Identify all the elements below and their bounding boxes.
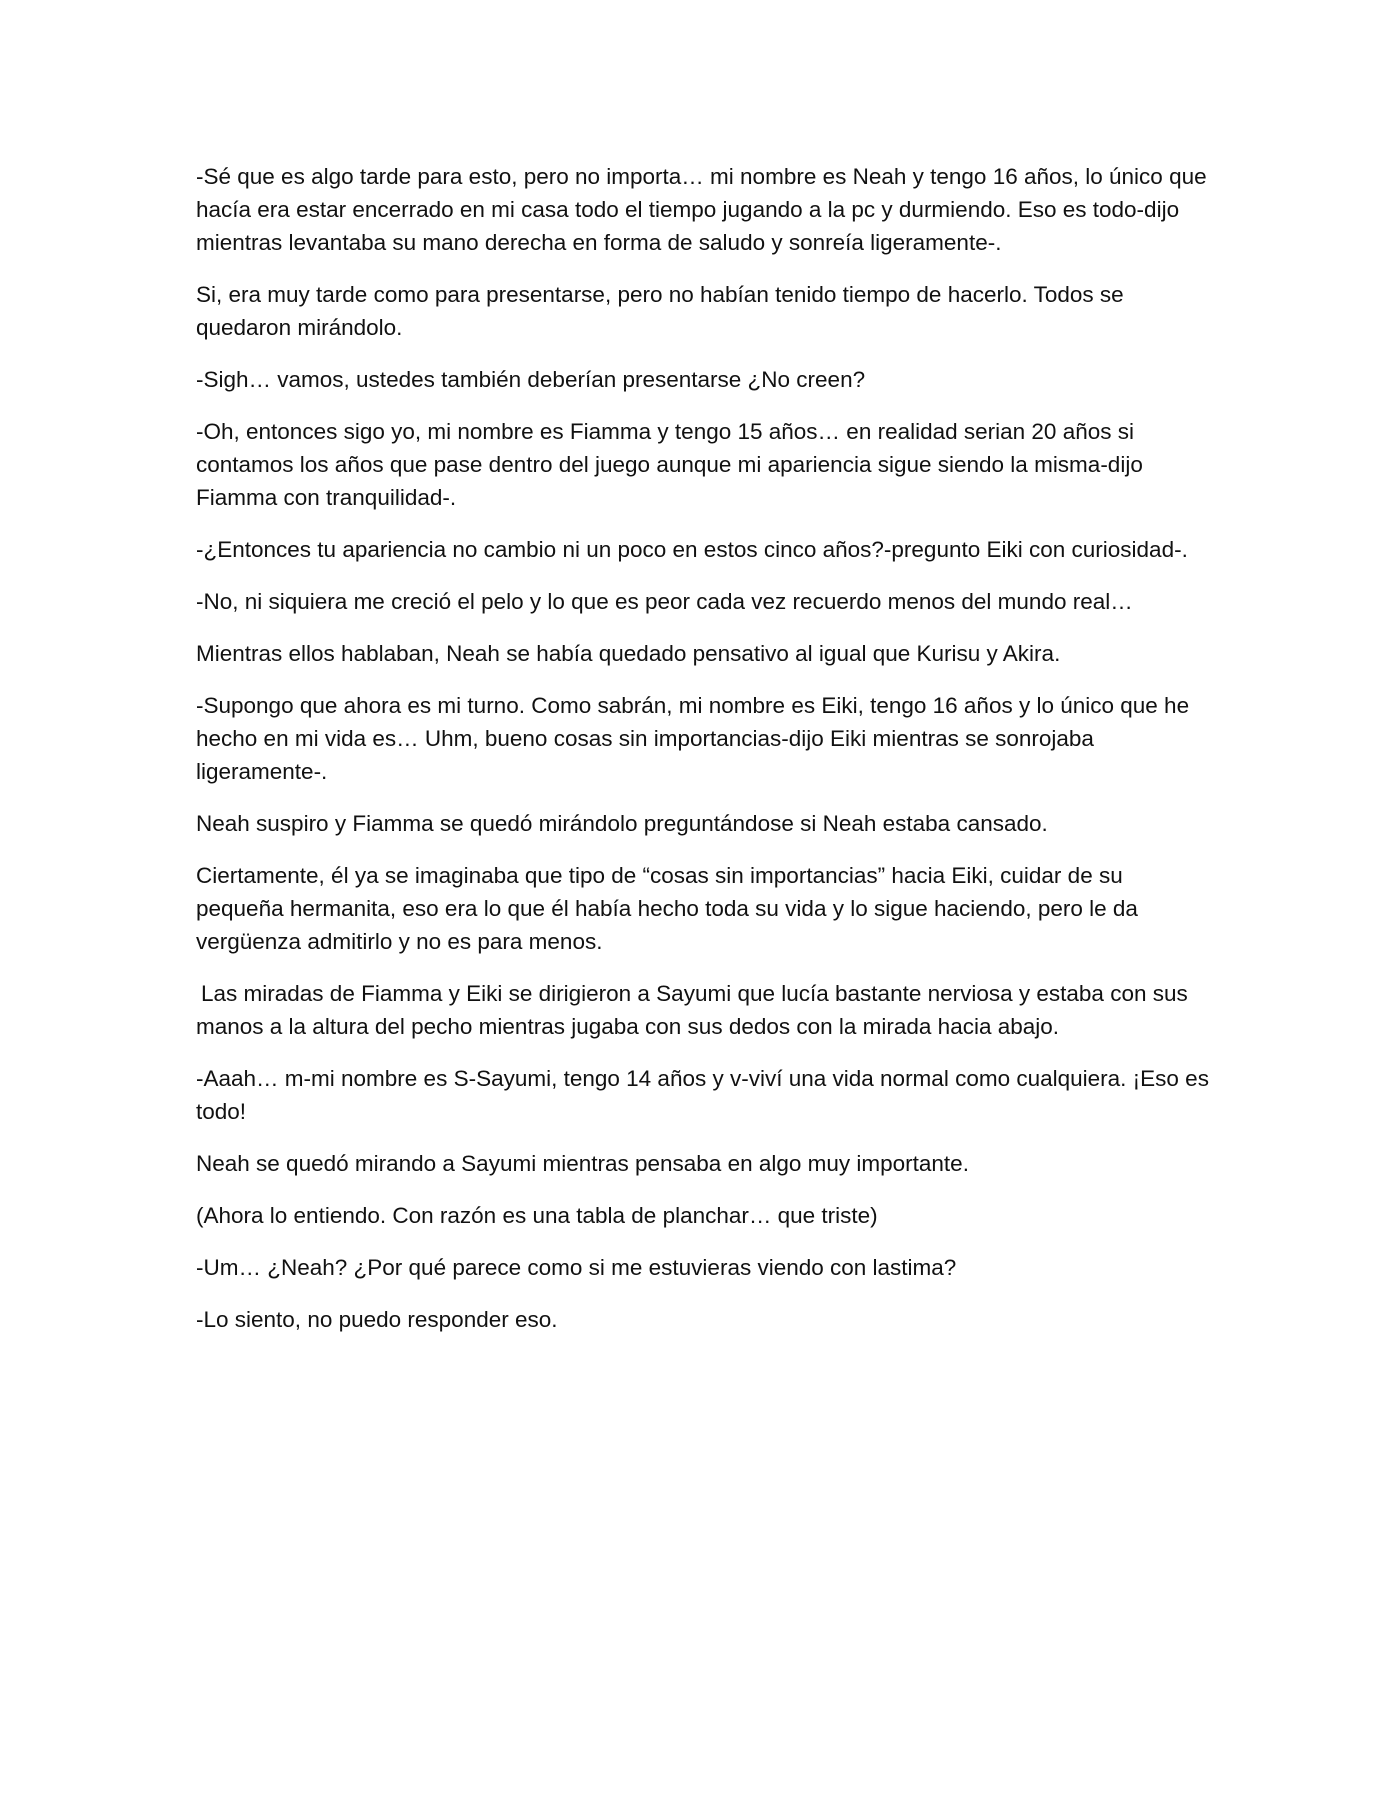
paragraph-fiamma-intro: -Oh, entonces sigo yo, mi nombre es Fiamma y tengo 15 años… en realidad serian 20 años si contamos los años que pase dentro del juego aunque mi apariencia sigue siendo la misma-dijo Fiamma con tranquilidad-.: [196, 419, 1143, 510]
paragraph-sayumi-question: -Um… ¿Neah? ¿Por qué parece como si me estuvieras viendo con lastima?: [196, 1255, 957, 1280]
document-body: [196, 160, 1214, 1355]
paragraph-neah-sigh: Neah suspiro y Fiamma se quedó mirándolo preguntándose si Neah estaba cansado.: [196, 811, 1048, 836]
paragraph-eiki-question: -¿Entonces tu apariencia no cambio ni un poco en estos cinco años?-pregunto Eiki con curiosidad-.: [196, 537, 1188, 562]
paragraph-eiki-intro: -Supongo que ahora es mi turno. Como sabrán, mi nombre es Eiki, tengo 16 años y lo único que he hecho en mi vida es… Uhm, bueno cosas sin importancias-dijo Eiki mientras se sonrojaba ligeramente-.: [196, 693, 1190, 784]
paragraph-neah-thought: (Ahora lo entiendo. Con razón es una tabla de planchar… que triste): [196, 1203, 878, 1228]
paragraph-neah-thinking: Mientras ellos hablaban, Neah se había quedado pensativo al igual que Kurisu y Akira.: [196, 641, 1061, 666]
paragraph-fiamma-answer: -No, ni siquiera me creció el pelo y lo que es peor cada vez recuerdo menos del mundo real…: [196, 589, 1133, 614]
paragraph-sigh: -Sigh… vamos, ustedes también deberían presentarse ¿No creen?: [196, 367, 866, 392]
paragraph-sayumi-nervous: Las miradas de Fiamma y Eiki se dirigieron a Sayumi que lucía bastante nerviosa y estaba con sus manos a la altura del pecho mientras jugaba con sus dedos con la mirada hacia abajo.: [196, 981, 1188, 1039]
paragraph-late-intro: Si, era muy tarde como para presentarse, pero no habían tenido tiempo de hacerlo. Todos se quedaron mirándolo.: [196, 282, 1124, 340]
paragraph-eiki-sister: Ciertamente, él ya se imaginaba que tipo de “cosas sin importancias” hacia Eiki, cuidar de su pequeña hermanita, eso era lo que él había hecho toda su vida y lo sigue haciendo, pero le da vergüenza admitirlo y no es para menos.: [196, 863, 1138, 954]
paragraph-sayumi-intro: -Aaah… m-mi nombre es S-Sayumi, tengo 14 años y v-viví una vida normal como cualquiera. ¡Eso es todo!: [196, 1066, 1209, 1124]
paragraph-neah-reply: -Lo siento, no puedo responder eso.: [196, 1307, 558, 1332]
paragraph-neah-intro: -Sé que es algo tarde para esto, pero no importa… mi nombre es Neah y tengo 16 años, lo único que hacía era estar encerrado en mi casa todo el tiempo jugando a la pc y durmiendo. Eso es todo-dijo mientras levantaba su mano derecha en forma de saludo y sonreía ligeramente-.: [196, 164, 1207, 255]
paragraph-neah-staring: Neah se quedó mirando a Sayumi mientras pensaba en algo muy importante.: [196, 1151, 969, 1176]
